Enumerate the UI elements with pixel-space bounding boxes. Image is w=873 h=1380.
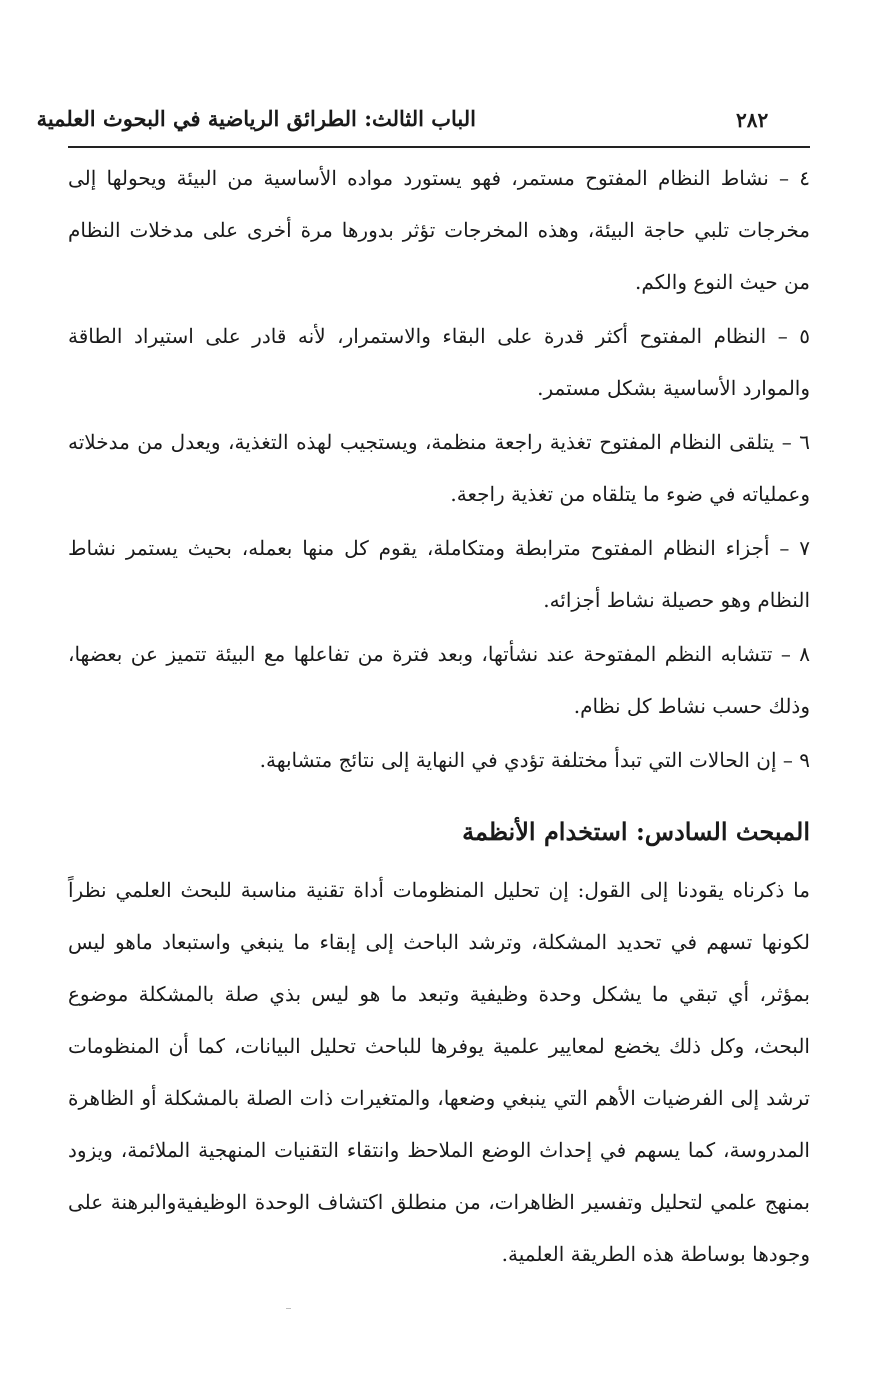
list-item: ٧ – أجزاء النظام المفتوح مترابطة ومتكاملة، يقوم كل منها بعمله، بحيث يستمر نشاط النظام وهو حصيلة نشاط أجزائه. (68, 536, 810, 612)
list-item: ٦ – يتلقى النظام المفتوح تغذية راجعة منظمة، ويستجيب لهذه التغذية، ويعدل من مدخلاته وعملياته في ضوء ما يتلقاه من تغذية راجعة. (68, 430, 810, 506)
scan-speck (286, 1308, 291, 1309)
section-paragraph: ما ذكرناه يقودنا إلى القول: إن تحليل المنظومات أداة تقنية مناسبة للبحث العلمي نظراً لكونها تسهم في تحديد المشكلة، وترشد الباحث إلى إبقاء ما ينبغي واستبعاد ماهو ليس بمؤثر، أي تبقي ما يشكل وحدة وظيفية وتبعد ما هو ليس بذي صلة بالمشكلة موضوع البحث، وكل ذلك يخضع لمعايير علمية يوفرها للباحث تحليل البيانات، كما أن المنظومات ترشد إلى الفرضيات الأهم التي ينبغي وضعها، والمتغيرات ذات الصلة بالمشكلة أو الظاهرة المدروسة، كما يسهم في إحداث الوضع الملاحظ وانتقاء التقنيات المنهجية الملائمة، ويزود بمنهج علمي لتحليل وتفسير الظاهرات، من منطلق اكتشاف الوحدة الوظيفيةوالبرهنة على وجودها بوساطة هذه الطريقة العلمية. (68, 878, 810, 1266)
list-item: ٤ – نشاط النظام المفتوح مستمر، فهو يستورد مواده الأساسية من البيئة ويحولها إلى مخرجات تلبي حاجة البيئة، وهذه المخرجات تؤثر بدورها مرة أخرى على مدخلات النظام من حيث النوع والكم. (68, 166, 810, 294)
page-number: ٢٨٢ (736, 108, 769, 132)
page-content (68, 152, 810, 1280)
section-heading: المبحث السادس: استخدام الأنظمة (462, 817, 810, 846)
list-item: ٥ – النظام المفتوح أكثر قدرة على البقاء والاستمرار، لأنه قادر على استيراد الطاقة والموارد الأساسية بشكل مستمر. (68, 324, 810, 400)
chapter-title: الباب الثالث: الطرائق الرياضية في البحوث العلمية (36, 106, 476, 131)
list-item: ٨ – تتشابه النظم المفتوحة عند نشأتها، وبعد فترة من تفاعلها مع البيئة تتميز عن بعضها، وذلك حسب نشاط كل نظام. (68, 642, 810, 718)
running-header (36, 100, 810, 148)
list-item: ٩ – إن الحالات التي تبدأ مختلفة تؤدي في النهاية إلى نتائج متشابهة. (259, 748, 810, 772)
